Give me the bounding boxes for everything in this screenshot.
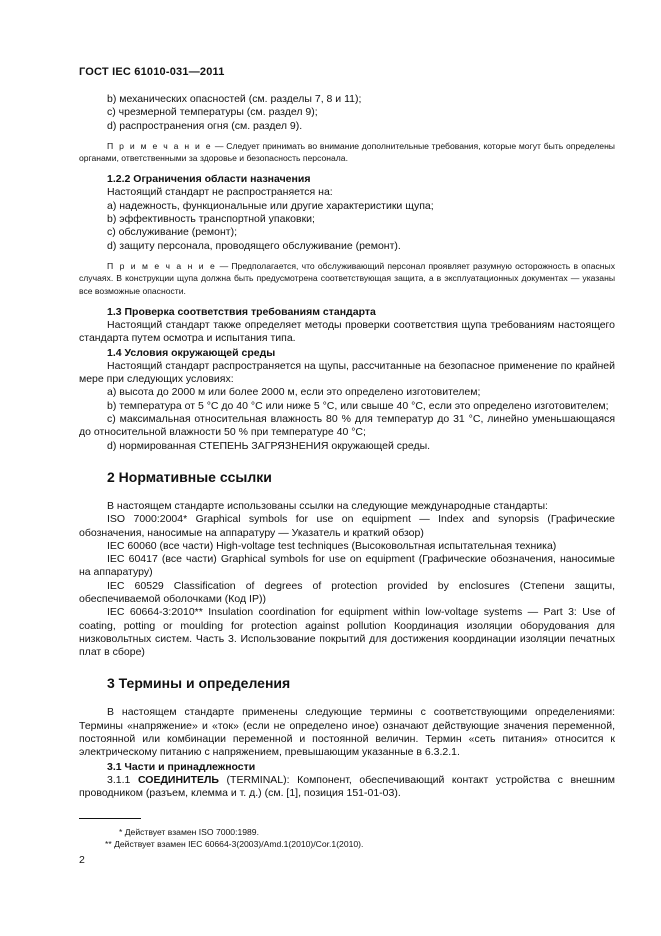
list-item: c) чрезмерной температуры (см. раздел 9); [107, 106, 318, 119]
list-item: b) эффективность транспортной упаковки; [107, 212, 315, 225]
list-item: b) механических опасностей (см. разделы 7, 8 и 11); [107, 93, 362, 105]
page-body [79, 93, 615, 850]
note-text: — Следует принимать во внимание дополнительные требования, которые могут быть определены органами, ответственными за здоровье и безопасность персонала. [79, 140, 615, 164]
term-number: 3.1.1 [107, 773, 138, 786]
section-1-2-2-heading: 1.2.2 Ограничения области назначения [107, 173, 311, 186]
note-2 [79, 260, 615, 298]
list-item: a) надежность, функциональные или другие характеристики щупа; [107, 199, 434, 212]
term-name: СОЕДИНИТЕЛЬ [137, 773, 219, 786]
standard-header: ГОСТ IEC 61010-031—2011 [79, 66, 225, 78]
section-3-1-heading: 3.1 Части и принадлежности [107, 760, 256, 773]
section-2-lead: В настоящем стандарте использованы ссылки на следующие международные стандарты: [107, 499, 548, 512]
reference-item: IEC 60060 (все части) High-voltage test techniques (Высоковольтная испытательная техника) [107, 539, 557, 552]
note-1 [79, 140, 615, 165]
footnote: * Действует взамен ISO 7000:1989. [119, 826, 259, 837]
reference-item: IEC 60664-3:2010** Insulation coordination for equipment within low-voltage systems — Part 3: Use of coating, potting or moulding for protection against pollution Координация изоляции оборудования для низковольтных систем. Часть 3. Использование покрытий для достижения координации изоляции печатных плат в сборе) [79, 606, 615, 659]
footnote-divider [79, 818, 141, 819]
list-item: c) максимальная относительная влажность 80 % для температур до 31 °С, линейно уменьшающаяся до относительной влажности 50 % при температуре 40 °С; [79, 413, 615, 439]
term-text: (TERMINAL): Компонент, обеспечивающий контакт устройства с внешним проводником (разъем, клемма и т. д.) (см. [1], позиция 151-01-03). [79, 773, 615, 800]
list-item: d) защиту персонала, проводящего обслуживание (ремонт). [107, 239, 401, 252]
footnote: ** Действует взамен IEC 60664-3(2003)/Amd.1(2010)/Cor.1(2010). [105, 838, 364, 849]
note-text: — Предполагается, что обслуживающий персонал проявляет разумную осторожность в опасных случаях. В конструкции щупа должна быть предусмотрена соответствующая защита, а в эксплуатационных документах — указаны все возможные опасности. [79, 260, 615, 297]
note-label: П р и м е ч а н и е [107, 260, 217, 271]
section-1-4-lead: Настоящий стандарт распространяется на щупы, рассчитанные на безопасное применение по крайней мере при следующих условиях: [79, 359, 615, 386]
section-1-4-heading: 1.4 Условия окружающей среды [107, 346, 276, 359]
list-item: c) обслуживание (ремонт); [107, 226, 238, 239]
list-item: a) высота до 2000 м или более 2000 м, если это определено изготовителем; [107, 386, 481, 399]
section-3-title: 3 Термины и определения [107, 675, 291, 692]
reference-item: IEC 60529 Classification of degrees of protection provided by enclosures (Степени защиты, обеспечиваемой оболочками (Код IP)) [79, 579, 615, 605]
section-1-3-heading: 1.3 Проверка соответствия требованиям стандарта [107, 305, 376, 318]
section-1-3-text: Настоящий стандарт также определяет методы проверки соответствия щупа требованиям настоящего стандарта путем осмотра и испытания типа. [79, 318, 615, 345]
list-item: d) распространения огня (см. раздел 9). [107, 119, 303, 132]
reference-item: ISO 7000:2004* Graphical symbols for use on equipment — Index and synopsis (Графические обозначения, наносимые на аппаратуру — Указатель и краткий обзор) [79, 513, 615, 539]
reference-item: IEC 60417 (все части) Graphical symbols for use on equipment (Графические обозначения, наносимые на аппаратуру) [79, 553, 615, 579]
section-1-2-2-lead: Настоящий стандарт не распространяется на: [107, 186, 333, 199]
list-item: d) нормированная СТЕПЕНЬ ЗАГРЯЗНЕНИЯ окружающей среды. [107, 439, 431, 452]
list-item: b) температура от 5 °С до 40 °С или ниже 5 °С, или свыше 40 °С, если это определено изготовителем; [107, 399, 609, 412]
page-number: 2 [79, 854, 85, 866]
term-definition [79, 774, 615, 801]
section-3-lead: В настоящем стандарте применены следующие термины с соответствующими определениями: Термины «напряжение» и «ток» (если не определено иное) означают действующие значения переменной, постоянной или комбинации переменной и постоянной величин. Термин «сеть питания» относится к электрическому питанию с напряжением, превышающим указанные в 6.3.2.1. [79, 706, 615, 759]
section-2-title: 2 Нормативные ссылки [107, 468, 272, 485]
note-label: П р и м е ч а н и е [107, 140, 213, 151]
